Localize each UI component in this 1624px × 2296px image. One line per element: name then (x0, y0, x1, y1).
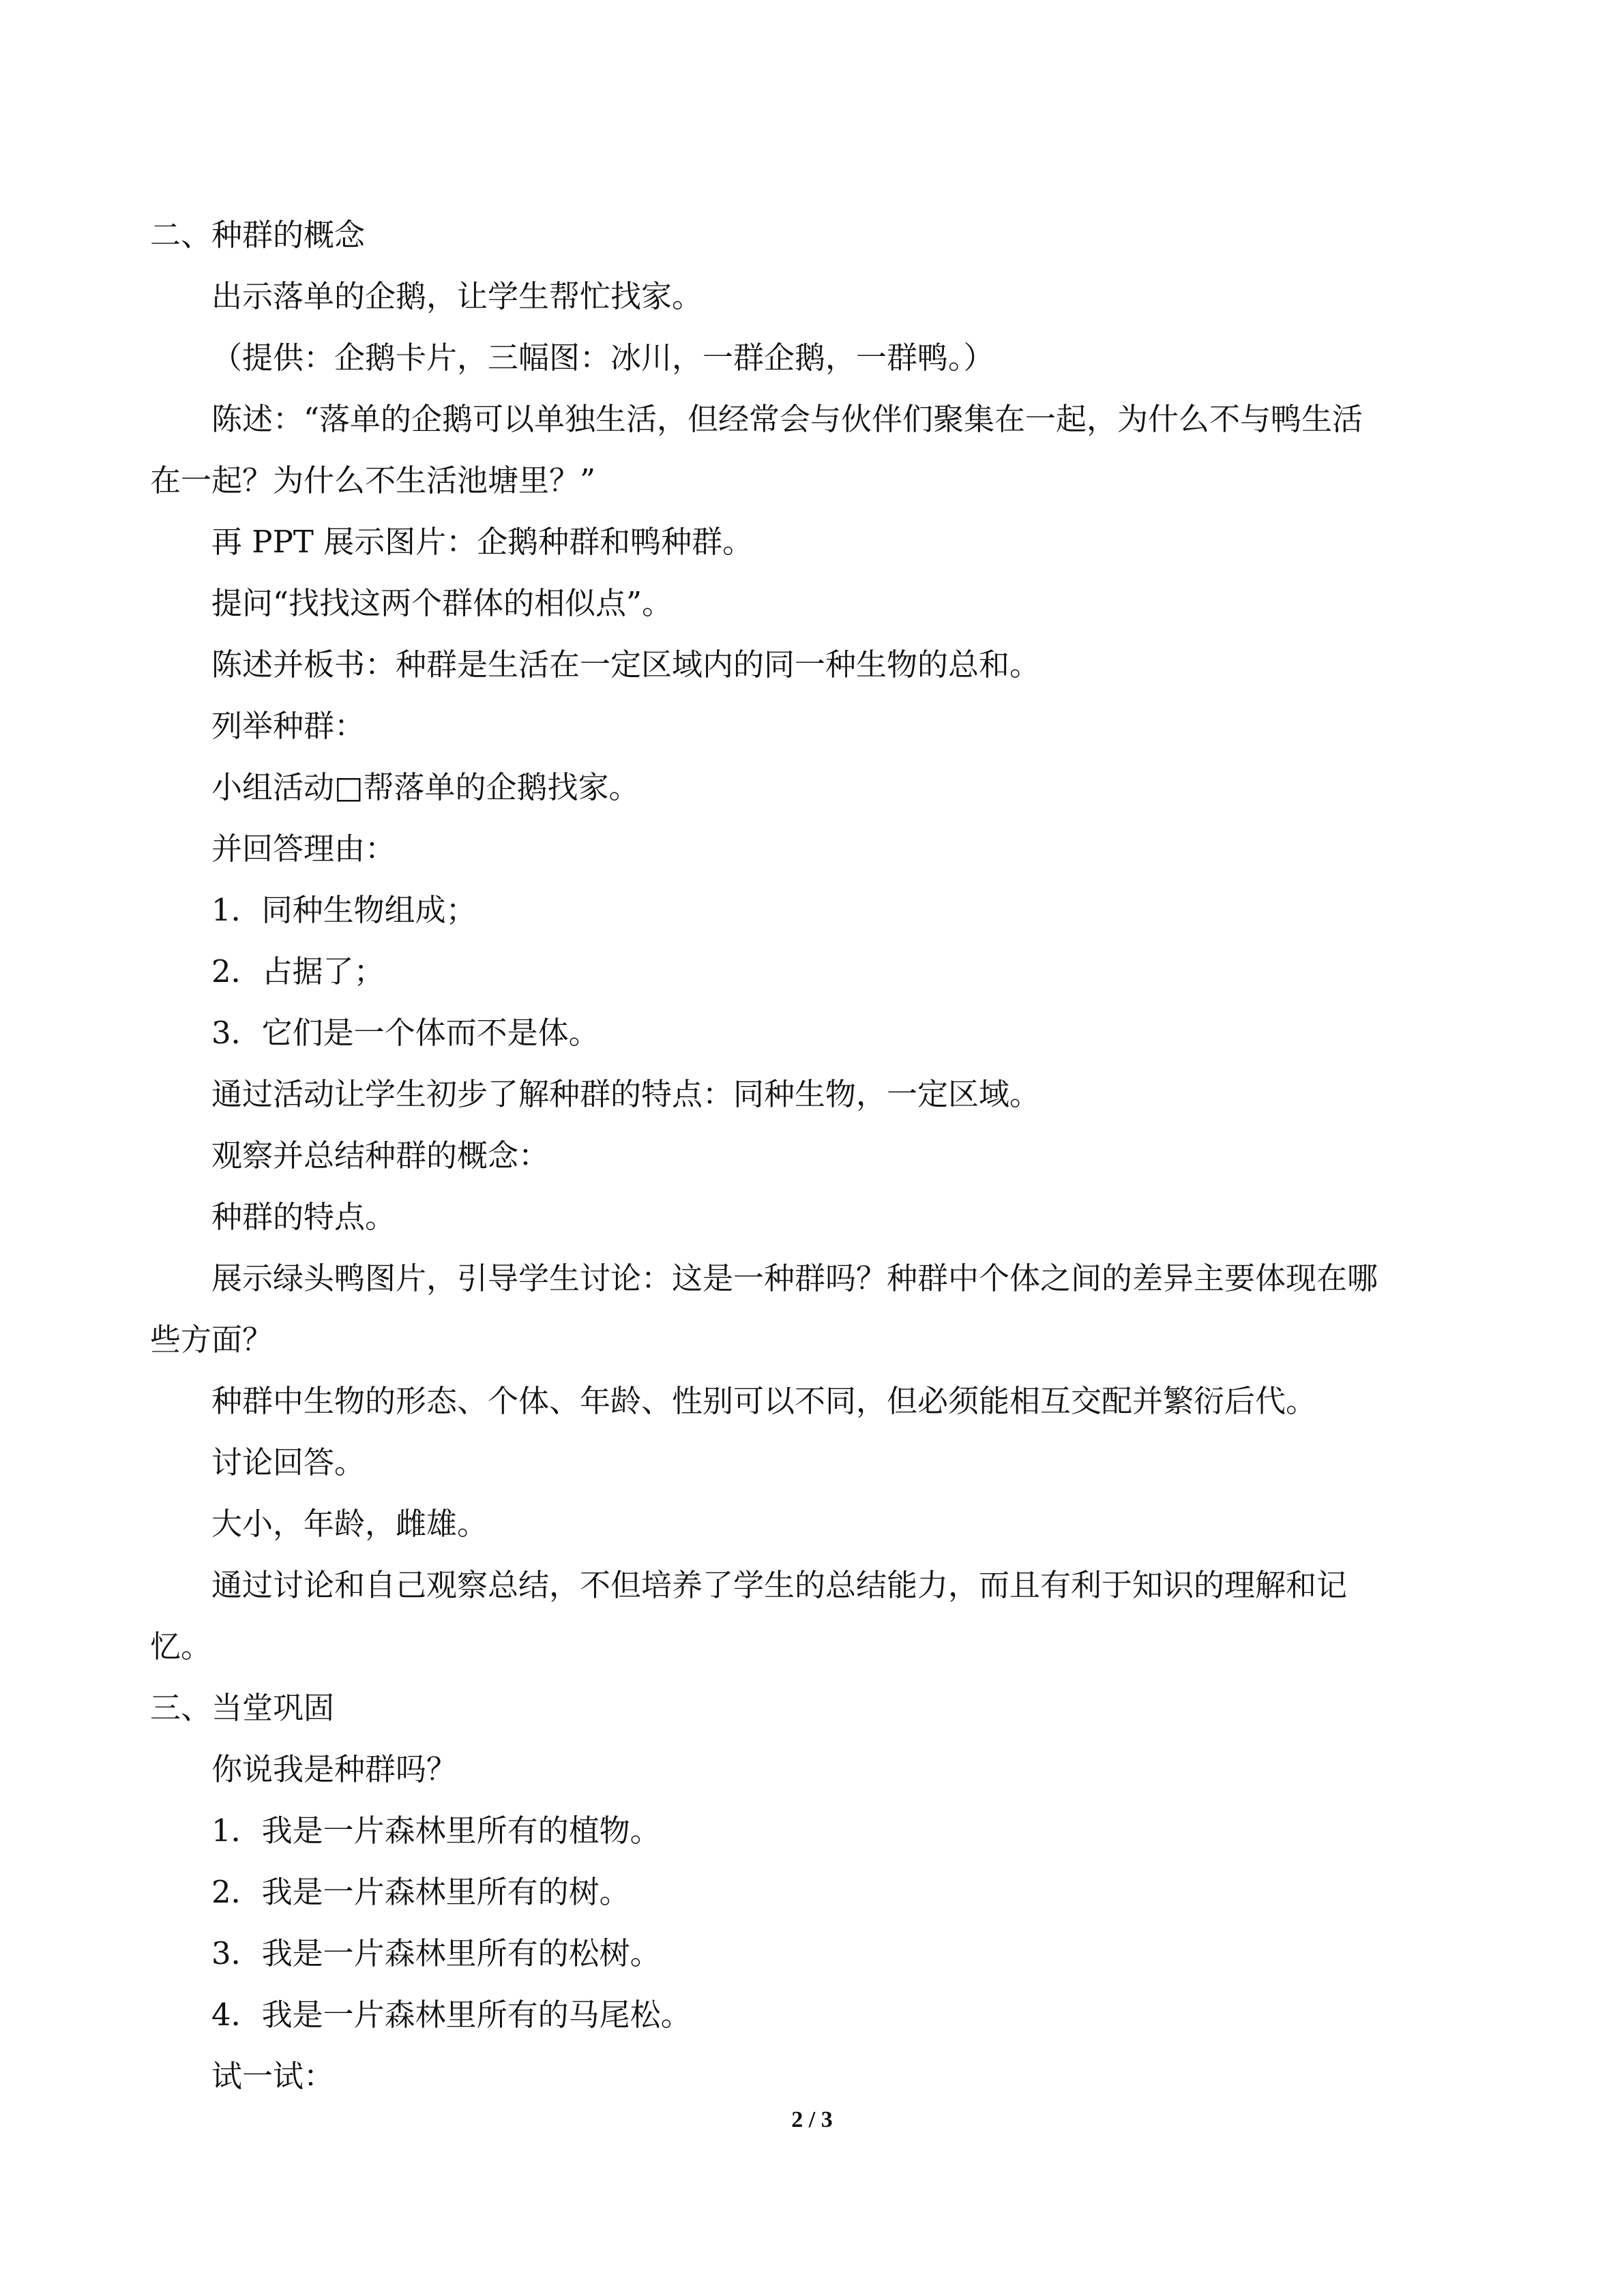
paragraph-continuation-line: 忆。 (150, 1628, 212, 1665)
paragraph-line: （提供：企鹅卡片，三幅图：冰川，一群企鹅，一群鸭。） (211, 340, 994, 376)
list-item: 1．同种生物组成； (211, 892, 477, 928)
paragraph-line: 出示落单的企鹅，让学生帮忙找家。 (211, 278, 703, 314)
list-item: 3．它们是一个体而不是体。 (211, 1015, 600, 1051)
section-heading: 三、当堂巩固 (150, 1690, 335, 1726)
list-item: 4．我是一片森林里所有的马尾松。 (211, 1997, 692, 2033)
paragraph-line: 大小，年龄，雌雄。 (211, 1506, 488, 1542)
paragraph-continuation-line: 在一起？为什么不生活池塘里？” (150, 462, 596, 498)
paragraph-line: 再 PPT 展示图片：企鹅种群和鸭种群。 (211, 524, 754, 560)
paragraph-line: 并回答理由： (211, 831, 396, 867)
paragraph-line: 通过讨论和自己观察总结，不但培养了学生的总结能力，而且有利于知识的理解和记 (211, 1567, 1348, 1603)
paragraph-line: 种群的特点。 (211, 1199, 396, 1235)
document-body (150, 205, 1473, 2107)
list-item: 2．占据了； (211, 953, 385, 989)
paragraph-line: 列举种群： (211, 708, 366, 744)
paragraph-line: 试一试： (211, 2058, 335, 2094)
paragraph-line: 种群中生物的形态、个体、年龄、性别可以不同，但必须能相互交配并繁衍后代。 (211, 1383, 1317, 1419)
list-item: 3．我是一片森林里所有的松树。 (211, 1935, 661, 1971)
paragraph-line: 观察并总结种群的概念： (211, 1137, 550, 1174)
paragraph-line: 小组活动□帮落单的企鹅找家。 (211, 769, 640, 805)
paragraph-line: 提问“找找这两个群体的相似点”。 (211, 585, 673, 621)
paragraph-line: 陈述：“落单的企鹅可以单独生活，但经常会与伙伴们聚集在一起，为什么不与鸭生活 (211, 401, 1363, 437)
paragraph-line: 陈述并板书：种群是生活在一定区域内的同一种生物的总和。 (211, 646, 1041, 683)
paragraph-line: 讨论回答。 (211, 1444, 366, 1480)
paragraph-line: 展示绿头鸭图片，引导学生讨论：这是一种群吗？种群中个体之间的差异主要体现在哪 (211, 1260, 1378, 1296)
page-number: 2 / 3 (791, 2107, 833, 2132)
list-item: 1．我是一片森林里所有的植物。 (211, 1813, 661, 1849)
paragraph-line: 通过活动让学生初步了解种群的特点：同种生物，一定区域。 (211, 1076, 1041, 1112)
section-heading: 二、种群的概念 (150, 217, 366, 253)
paragraph-continuation-line: 些方面？ (150, 1322, 274, 1358)
list-item: 2．我是一片森林里所有的树。 (211, 1874, 630, 1910)
paragraph-line: 你说我是种群吗？ (211, 1751, 458, 1787)
